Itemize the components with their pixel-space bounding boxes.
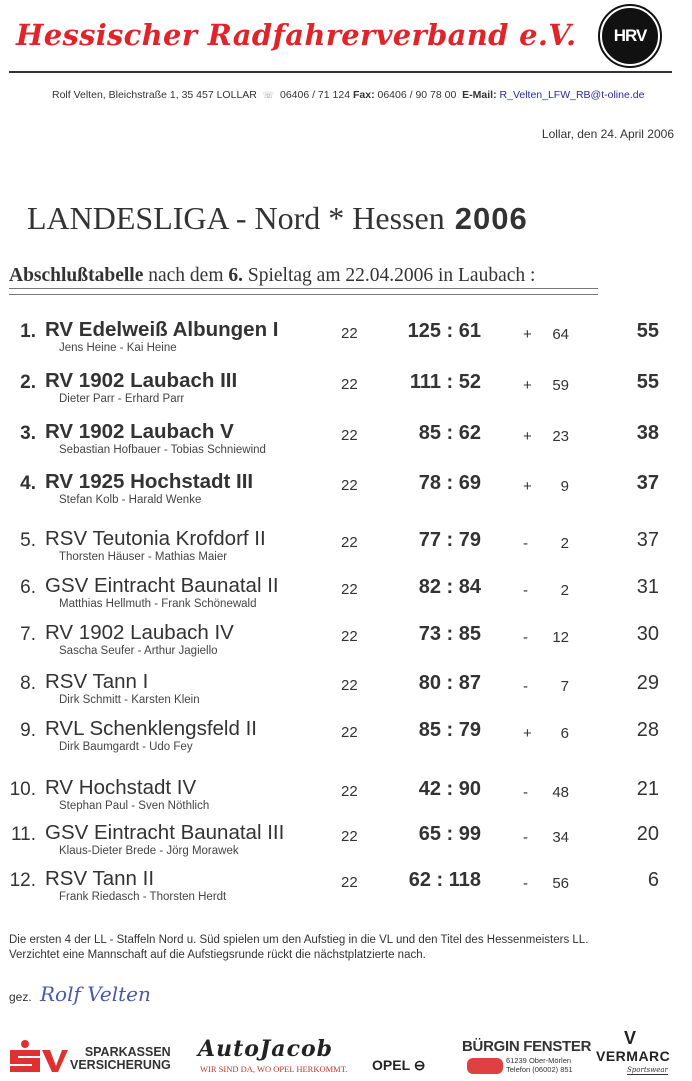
rank-cell: 8.	[20, 673, 36, 694]
point-diff: 34	[552, 829, 569, 846]
player-names: Klaus-Dieter Brede - Jörg Morawek	[59, 845, 239, 857]
rank-cell: 12.	[9, 870, 36, 891]
rank-cell: 6.	[20, 577, 36, 598]
dateline: Lollar, den 24. April 2006	[541, 127, 674, 141]
contact-address: Rolf Velten, Bleichstraße 1, 35 457 LOLLAR	[52, 89, 257, 101]
team-name: RV 1902 Laubach III	[45, 369, 238, 392]
diff-sign: -	[523, 875, 528, 892]
point-diff: 2	[560, 582, 569, 599]
point-diff: 2	[560, 535, 569, 552]
points-cell: 55	[636, 371, 659, 393]
note-line-1: Die ersten 4 der LL - Staffeln Nord u. Süd spielen um den Aufstieg in die VL und den Titel des Hessenmeisters LL.	[9, 934, 589, 946]
hrv-logo-text: HRV	[613, 26, 647, 45]
vermarc-tagline: Sportswear	[627, 1066, 668, 1074]
buergin-fenster-logo: BÜRGIN FENSTER	[462, 1038, 592, 1055]
player-names: Stephan Paul - Sven Nöthlich	[59, 800, 210, 812]
score-cell: 80 : 87	[418, 672, 481, 694]
subtitle-text-rest: Spieltag am 22.04.2006 in Laubach :	[243, 265, 536, 286]
player-names: Matthias Hellmuth - Frank Schönewald	[59, 598, 257, 610]
team-name: RSV Teutonia Krofdorf II	[45, 527, 266, 550]
points-cell: 29	[636, 672, 659, 694]
sparkasse-versicherung	[70, 1046, 171, 1072]
player-names: Stefan Kolb - Harald Wenke	[59, 494, 202, 506]
sv-line-1: SPARKASSEN	[84, 1045, 171, 1059]
team-name: RV 1902 Laubach IV	[45, 621, 234, 644]
points-cell: 37	[636, 529, 659, 551]
points-cell: 55	[636, 320, 659, 342]
score-cell: 42 : 90	[418, 778, 481, 800]
contact-email-link[interactable]: R_Velten_LFW_RB@t-oline.de	[499, 89, 645, 101]
buergin-address	[506, 1056, 573, 1074]
signature-label: gez.	[9, 990, 32, 1004]
games-played: 22	[341, 874, 358, 891]
sv-line-2: VERSICHERUNG	[70, 1058, 171, 1072]
points-cell: 20	[636, 823, 659, 845]
diff-sign: +	[523, 478, 532, 495]
score-cell: 78 : 69	[418, 472, 481, 494]
signature: Rolf Velten	[40, 982, 151, 1006]
rank-cell: 11.	[10, 824, 36, 845]
vermarc-logo: VERMARC	[596, 1048, 671, 1064]
score-cell: 125 : 61	[407, 320, 481, 342]
diff-sign: +	[523, 428, 532, 445]
games-played: 22	[341, 477, 358, 494]
points-cell: 28	[636, 719, 659, 741]
rank-cell: 3.	[20, 423, 36, 444]
games-played: 22	[341, 724, 358, 741]
diff-sign: +	[523, 725, 532, 742]
diff-sign: -	[523, 629, 528, 646]
points-cell: 37	[636, 472, 659, 494]
phone-icon: ☏	[262, 90, 275, 100]
points-cell: 31	[636, 576, 659, 598]
point-diff: 7	[560, 678, 569, 695]
point-diff: 6	[560, 725, 569, 742]
point-diff: 64	[552, 326, 569, 343]
point-diff: 12	[552, 629, 569, 646]
promotion-note	[9, 933, 588, 963]
team-name: RV 1925 Hochstadt III	[45, 470, 254, 493]
point-diff: 23	[552, 428, 569, 445]
diff-sign: +	[523, 326, 532, 343]
rank-cell: 5.	[20, 530, 36, 551]
games-played: 22	[341, 376, 358, 393]
diff-sign: -	[523, 535, 528, 552]
vermarc-mark-icon: V	[624, 1028, 637, 1048]
score-cell: 85 : 62	[418, 422, 481, 444]
contact-line	[52, 89, 644, 101]
player-names: Dirk Schmitt - Karsten Klein	[59, 694, 200, 706]
games-played: 22	[341, 677, 358, 694]
team-name: RV Edelweiß Albungen I	[45, 318, 279, 341]
score-cell: 85 : 79	[418, 719, 481, 741]
buergin-addr-1: 61239 Ober-Mörlen	[506, 1056, 572, 1065]
header-divider	[9, 71, 672, 73]
points-cell: 30	[636, 623, 659, 645]
score-cell: 77 : 79	[418, 529, 481, 551]
sparkasse-logo-icon	[10, 1040, 68, 1072]
point-diff: 56	[552, 875, 569, 892]
contact-phone: 06406 / 71 124	[279, 89, 351, 101]
rank-cell: 7.	[20, 624, 36, 645]
games-played: 22	[341, 783, 358, 800]
score-cell: 82 : 84	[418, 576, 481, 598]
diff-sign: +	[523, 377, 532, 394]
player-names: Frank Riedasch - Thorsten Herdt	[59, 891, 227, 903]
email-label: E-Mail:	[462, 89, 497, 101]
title-text: LANDESLIGA - Nord * Hessen	[27, 200, 445, 236]
diff-sign: -	[523, 582, 528, 599]
subtitle-label: Abschlußtabelle	[9, 265, 144, 286]
note-line-2: Verzichtet eine Mannschaft auf die Aufstiegsrunde rückt die nächstplatzierte nach.	[9, 949, 426, 961]
diff-sign: -	[523, 678, 528, 695]
page-title	[27, 200, 528, 237]
player-names: Thorsten Häuser - Mathias Maier	[59, 551, 228, 563]
point-diff: 48	[552, 784, 569, 801]
rank-cell: 10.	[9, 779, 36, 800]
buergin-crest-icon	[467, 1058, 503, 1074]
score-cell: 111 : 52	[409, 371, 481, 393]
team-name: RSV Tann I	[45, 670, 149, 693]
team-name: RSV Tann II	[45, 867, 155, 890]
games-played: 22	[341, 534, 358, 551]
player-names: Dirk Baumgardt - Udo Fey	[59, 741, 193, 753]
rank-cell: 2.	[20, 372, 36, 393]
player-names: Sebastian Hofbauer - Tobias Schniewind	[59, 444, 266, 456]
team-name: RV 1902 Laubach V	[45, 420, 234, 443]
autojacob-tagline: WIR SIND DA, WO OPEL HERKOMMT.	[200, 1064, 348, 1074]
opel-logo	[372, 1057, 426, 1074]
games-played: 22	[341, 581, 358, 598]
games-played: 22	[341, 828, 358, 845]
player-names: Jens Heine - Kai Heine	[59, 342, 177, 354]
contact-fax: 06406 / 90 78 00	[377, 89, 457, 101]
rank-cell: 9.	[20, 720, 36, 741]
opel-text: OPEL	[372, 1057, 410, 1073]
hrv-logo	[600, 6, 660, 66]
buergin-addr-2: Telefon (06002) 851	[506, 1065, 573, 1074]
fax-label: Fax:	[352, 89, 375, 101]
points-cell: 21	[636, 778, 659, 800]
games-played: 22	[341, 427, 358, 444]
points-cell: 6	[647, 869, 659, 891]
point-diff: 9	[560, 478, 569, 495]
score-cell: 65 : 99	[418, 823, 481, 845]
team-name: GSV Eintracht Baunatal II	[45, 574, 279, 597]
table-subtitle	[9, 265, 535, 287]
subtitle-matchday: 6.	[228, 265, 243, 286]
diff-sign: -	[523, 829, 528, 846]
rank-cell: 1.	[20, 321, 36, 342]
diff-sign: -	[523, 784, 528, 801]
point-diff: 59	[552, 377, 569, 394]
team-name: GSV Eintracht Baunatal III	[45, 821, 285, 844]
rank-cell: 4.	[20, 473, 36, 494]
double-underline	[9, 288, 598, 295]
games-played: 22	[341, 325, 358, 342]
team-name: RVL Schenklengsfeld II	[45, 717, 257, 740]
team-name: RV Hochstadt IV	[45, 776, 197, 799]
points-cell: 38	[636, 422, 659, 444]
player-names: Dieter Parr - Erhard Parr	[59, 393, 185, 405]
title-year: 2006	[454, 201, 528, 236]
opel-blitz-icon: ⊖	[413, 1057, 426, 1073]
score-cell: 62 : 118	[408, 869, 481, 891]
org-title: Hessischer Radfahrerverband e.V.	[16, 18, 577, 52]
score-cell: 73 : 85	[418, 623, 481, 645]
autojacob-logo: AutoJacob	[198, 1036, 334, 1062]
subtitle-text: nach dem	[143, 265, 229, 286]
games-played: 22	[341, 628, 358, 645]
player-names: Sascha Seufer - Arthur Jagiello	[59, 645, 218, 657]
